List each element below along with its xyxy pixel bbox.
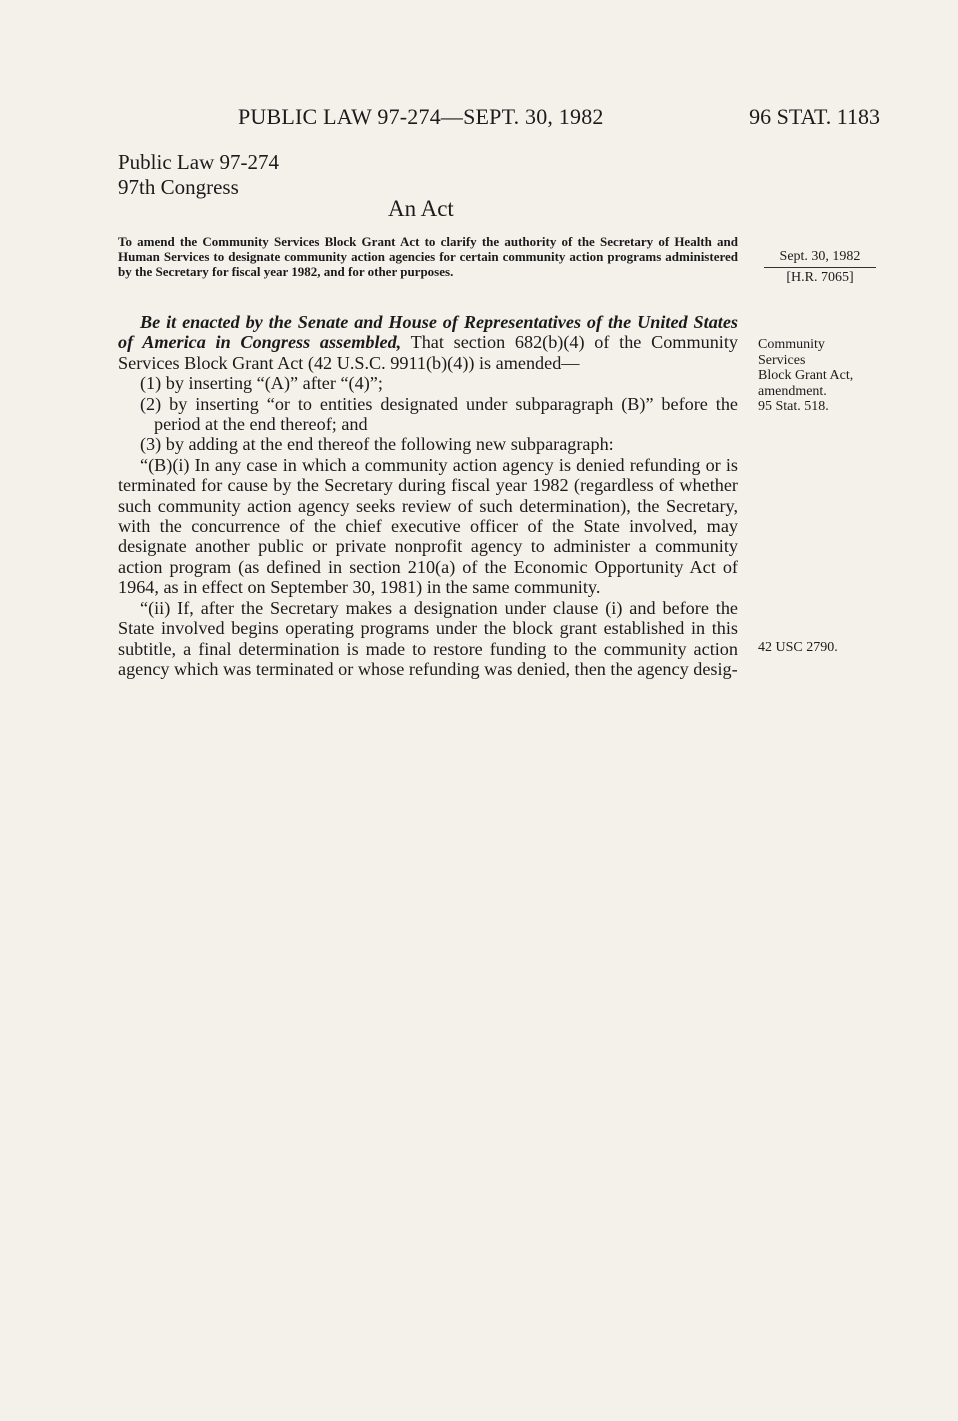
margin-note-amendment — [758, 337, 853, 415]
margin-note-line: amendment. — [758, 383, 827, 399]
margin-note-line: 42 USC 2790. — [758, 640, 838, 655]
amendment-item-2: (2) by inserting “or to entities designated under subparagraph (B)” before the period at the end thereof; and — [140, 393, 738, 435]
margin-date-block — [764, 248, 876, 287]
enacting-formula: Be it enacted by the Senate and House of Representatives of the United States of America in Congress assembled, — [118, 312, 738, 353]
margin-note-usc — [758, 640, 838, 656]
margin-bill-number: [H.R. 7065] — [786, 270, 854, 285]
enacting-text: That section 682(b)(4) of the Community Services Block Grant Act (42 U.S.C. 9911(b)(4)) is amended— — [118, 332, 738, 373]
margin-date: Sept. 30, 1982 — [764, 248, 876, 268]
margin-note-line: Services — [758, 352, 806, 368]
statute-reference: 96 STAT. 1183 — [749, 104, 880, 129]
act-title: An Act — [388, 196, 454, 221]
enacting-clause — [118, 312, 738, 373]
amendment-item-1: (1) by inserting “(A)” after “(4)”; — [140, 373, 383, 394]
congress-number: 97th Congress — [118, 175, 239, 199]
subparagraph-b-ii: “(ii) If, after the Secretary makes a designation under clause (i) and before the State involved begins operating programs under the block grant established in this subtitle, a final determination is made to restore funding to the community action agency which was terminated or whose refunding was denied, then the agency desig- — [118, 597, 738, 679]
subparagraph-b-i: “(B)(i) In any case in which a community action agency is denied refunding or is terminated for cause by the Secretary during fiscal year 1982 (regardless of whether such community action agency seeks review of such determination), the Secretary, with the concurrence of the chief executive officer of the State involved, may designate another public or private nonprofit agency to administer a community action program (as defined in section 210(a) of the Economic Opportunity Act of 1964, as in effect on September 30, 1981) in the same community. — [118, 454, 738, 598]
margin-note-line: Block Grant Act, — [758, 368, 854, 383]
act-body — [118, 312, 738, 679]
running-head: PUBLIC LAW 97-274—SEPT. 30, 1982 — [238, 104, 604, 129]
margin-note-line: Community — [758, 337, 825, 352]
margin-note-line: 95 Stat. 518. — [758, 399, 829, 414]
law-number: Public Law 97-274 — [118, 150, 279, 174]
act-purpose: To amend the Community Services Block Grant Act to clarify the authority of the Secretary of Health and Human Services to designate community action agencies for certain community action programs administered by the Secretary for fiscal year 1982, and for other purposes. — [118, 234, 738, 279]
amendment-item-3: (3) by adding at the end thereof the following new subparagraph: — [140, 434, 614, 455]
law-identifier — [118, 150, 279, 200]
